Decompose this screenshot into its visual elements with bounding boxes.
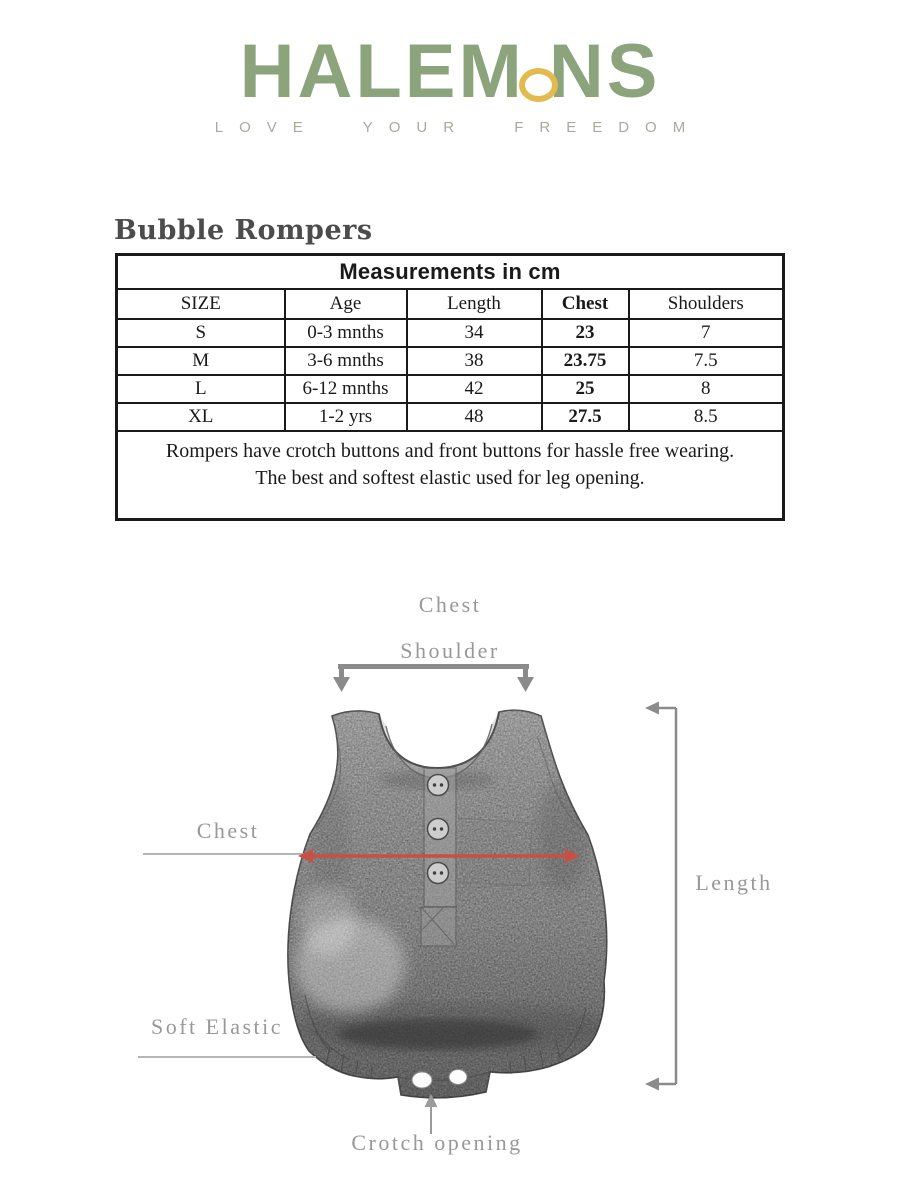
table-notes: [117, 431, 784, 520]
shoulder-arrow: [333, 664, 534, 692]
shoulder-label: Shoulder: [400, 638, 500, 663]
cell-chest: 25: [542, 375, 629, 403]
chest-left-label: Chest: [196, 818, 260, 843]
length-label: Length: [695, 870, 773, 895]
column-header-age: Age: [285, 289, 407, 319]
cell-shoulders: 8: [629, 375, 784, 403]
logo-text-right: NS: [548, 29, 661, 114]
cell-length: 42: [407, 375, 542, 403]
column-header-shoulders: Shoulders: [629, 289, 784, 319]
table-note-line: The best and softest elastic used for leg opening.: [255, 466, 645, 489]
column-header-size: SIZE: [117, 289, 285, 319]
cell-size: M: [117, 347, 285, 375]
table-row: [117, 319, 784, 347]
page-title: Bubble Rompers: [114, 215, 373, 246]
brand-header: [0, 29, 900, 136]
table-title: Measurements in cm: [117, 255, 784, 289]
cell-chest: 27.5: [542, 403, 629, 431]
romper-illustration: [270, 690, 630, 1110]
cell-age: 1-2 yrs: [285, 403, 407, 431]
cell-age: 0-3 mnths: [285, 319, 407, 347]
table-note-line: Rompers have crotch buttons and front buttons for hassle free wearing.: [165, 439, 735, 462]
size-chart-table: [115, 253, 785, 521]
brand-tagline: LOVE YOUR FREEDOM: [214, 119, 702, 136]
cell-size: S: [117, 319, 285, 347]
chest-top-label: Chest: [418, 592, 482, 617]
table-notes-row: [117, 431, 784, 520]
cell-age: 6-12 mnths: [285, 375, 407, 403]
length-arrow: [645, 702, 676, 1091]
cell-chest: 23: [542, 319, 629, 347]
table-row: [117, 403, 784, 431]
table-header-row: [117, 289, 784, 319]
table-title-row: [117, 255, 784, 289]
cell-length: 48: [407, 403, 542, 431]
cell-length: 34: [407, 319, 542, 347]
cell-size: L: [117, 375, 285, 403]
cell-shoulders: 7: [629, 319, 784, 347]
column-header-chest: Chest: [542, 289, 629, 319]
logo-text-left: HALEM: [239, 29, 525, 114]
soft-elastic-label: Soft Elastic: [150, 1014, 284, 1039]
cell-shoulders: 7.5: [629, 347, 784, 375]
cell-chest: 23.75: [542, 347, 629, 375]
placket-buttons: [428, 775, 449, 884]
romper-measurement-diagram: [0, 540, 900, 1190]
crotch-opening-label: Crotch opening: [351, 1130, 523, 1155]
column-header-length: Length: [407, 289, 542, 319]
table-row: [117, 375, 784, 403]
cell-size: XL: [117, 403, 285, 431]
cell-age: 3-6 mnths: [285, 347, 407, 375]
brand-logo: [239, 29, 661, 114]
crotch-arrow: [425, 1094, 438, 1134]
table-row: [117, 347, 784, 375]
logo-gold-o-icon: [519, 68, 558, 102]
cell-length: 38: [407, 347, 542, 375]
cell-shoulders: 8.5: [629, 403, 784, 431]
